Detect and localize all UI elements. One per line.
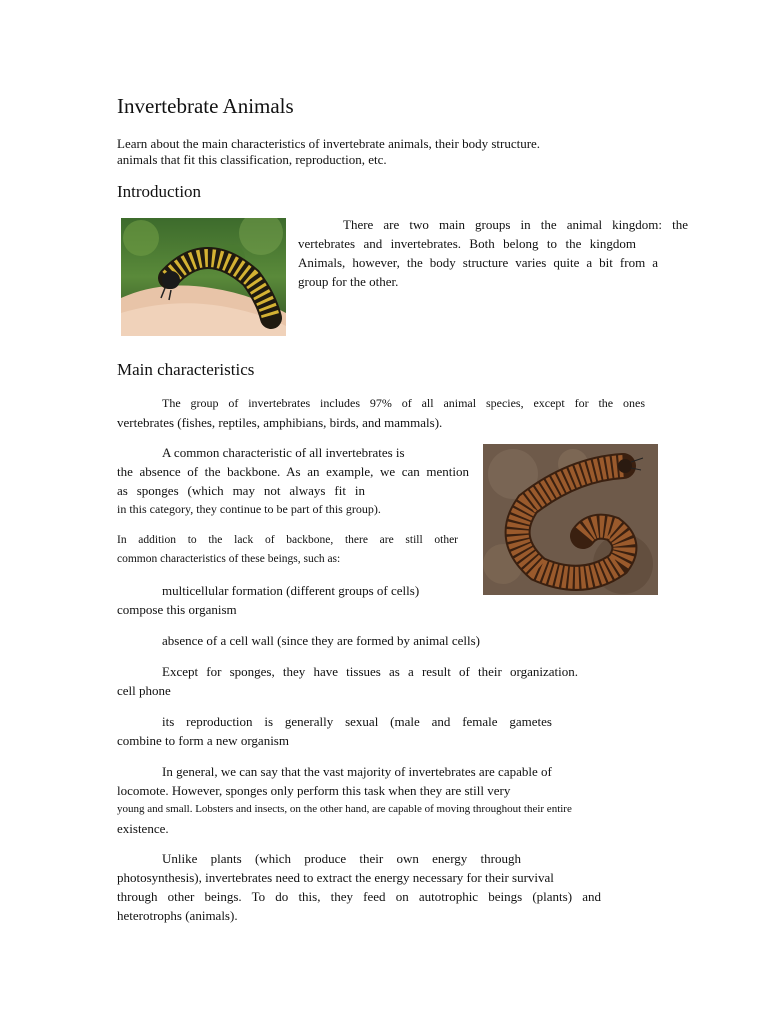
list-item-line: Except for sponges, they have tissues as a result of their organization. (162, 664, 578, 679)
paragraph-line: A common characteristic of all invertebrates is (162, 445, 405, 460)
list-item-line: absence of a cell wall (since they are formed by animal cells) (162, 633, 480, 648)
characteristics-list-item-4 (117, 712, 552, 750)
paragraph-line: photosynthesis), invertebrates need to extract the energy necessary for their survival (117, 870, 554, 885)
characteristics-list-item-2 (117, 631, 567, 650)
introduction-heading: Introduction (117, 182, 202, 201)
paragraph-line: The group of invertebrates includes 97% of all animal species, except for the ones (162, 396, 645, 410)
paragraph-line: existence. (117, 821, 169, 836)
millipede-hand-illustration (121, 218, 286, 336)
paragraph-line: vertebrates (fishes, reptiles, amphibians, birds, and mammals). (117, 415, 443, 430)
paragraph-line: in this category, they continue to be part of this group). (117, 502, 381, 516)
list-item-line: cell phone (117, 683, 171, 698)
list-item-line: multicellular formation (different groups of cells) (162, 583, 420, 598)
paragraph-line: the absence of the backbone. As an example, we can mention (117, 464, 469, 479)
main-paragraph-4 (117, 762, 647, 838)
main-paragraph-3 (117, 531, 458, 569)
list-item-line: compose this organism (117, 602, 237, 617)
paragraph-line: heterotrophs (animals). (117, 908, 238, 923)
introduction-line: Animals, however, the body structure varies quite a bit from a (298, 255, 658, 270)
paragraph-line: Unlike plants (which produce their own energy through (162, 851, 521, 866)
paragraph-line: through other beings. To do this, they feed on autotrophic beings (plants) and (117, 889, 601, 904)
introduction-paragraph (298, 215, 688, 291)
paragraph-line: young and small. Lobsters and insects, on the other hand, are capable of moving throughout their entire (117, 803, 572, 815)
millipede-on-hand-image (121, 218, 286, 336)
coiled-millipede-illustration (483, 444, 658, 595)
paragraph-line: In addition to the lack of backbone, there are still other (117, 534, 458, 546)
main-paragraph-2 (117, 443, 469, 519)
paragraph-line: In general, we can say that the vast majority of invertebrates are capable of (162, 764, 552, 779)
intro-line: Learn about the main characteristics of invertebrate animals, their body structure. (117, 136, 541, 151)
characteristics-list-item-3 (117, 662, 578, 700)
page-title: Invertebrate Animals (117, 94, 294, 118)
characteristics-list-item-1 (117, 581, 457, 619)
introduction-line: group for the other. (298, 274, 399, 289)
paragraph-line: locomote. However, sponges only perform this task when they are still very (117, 783, 511, 798)
paragraph-line: as sponges (which may not always fit in (117, 483, 365, 498)
main-paragraph-1 (117, 394, 645, 432)
main-characteristics-heading: Main characteristics (117, 360, 255, 379)
intro-line: animals that fit this classification, reproduction, etc. (117, 152, 387, 167)
introduction-line: There are two main groups in the animal kingdom: the (343, 217, 688, 232)
main-paragraph-5 (117, 849, 601, 925)
paragraph-line: common characteristics of these beings, such as: (117, 553, 341, 565)
list-item-line: its reproduction is generally sexual (male and female gametes (162, 714, 552, 729)
intro-paragraph (117, 136, 587, 168)
coiled-millipede-image (483, 444, 658, 595)
introduction-line: vertebrates and invertebrates. Both belong to the kingdom (298, 236, 636, 251)
list-item-line: combine to form a new organism (117, 733, 289, 748)
